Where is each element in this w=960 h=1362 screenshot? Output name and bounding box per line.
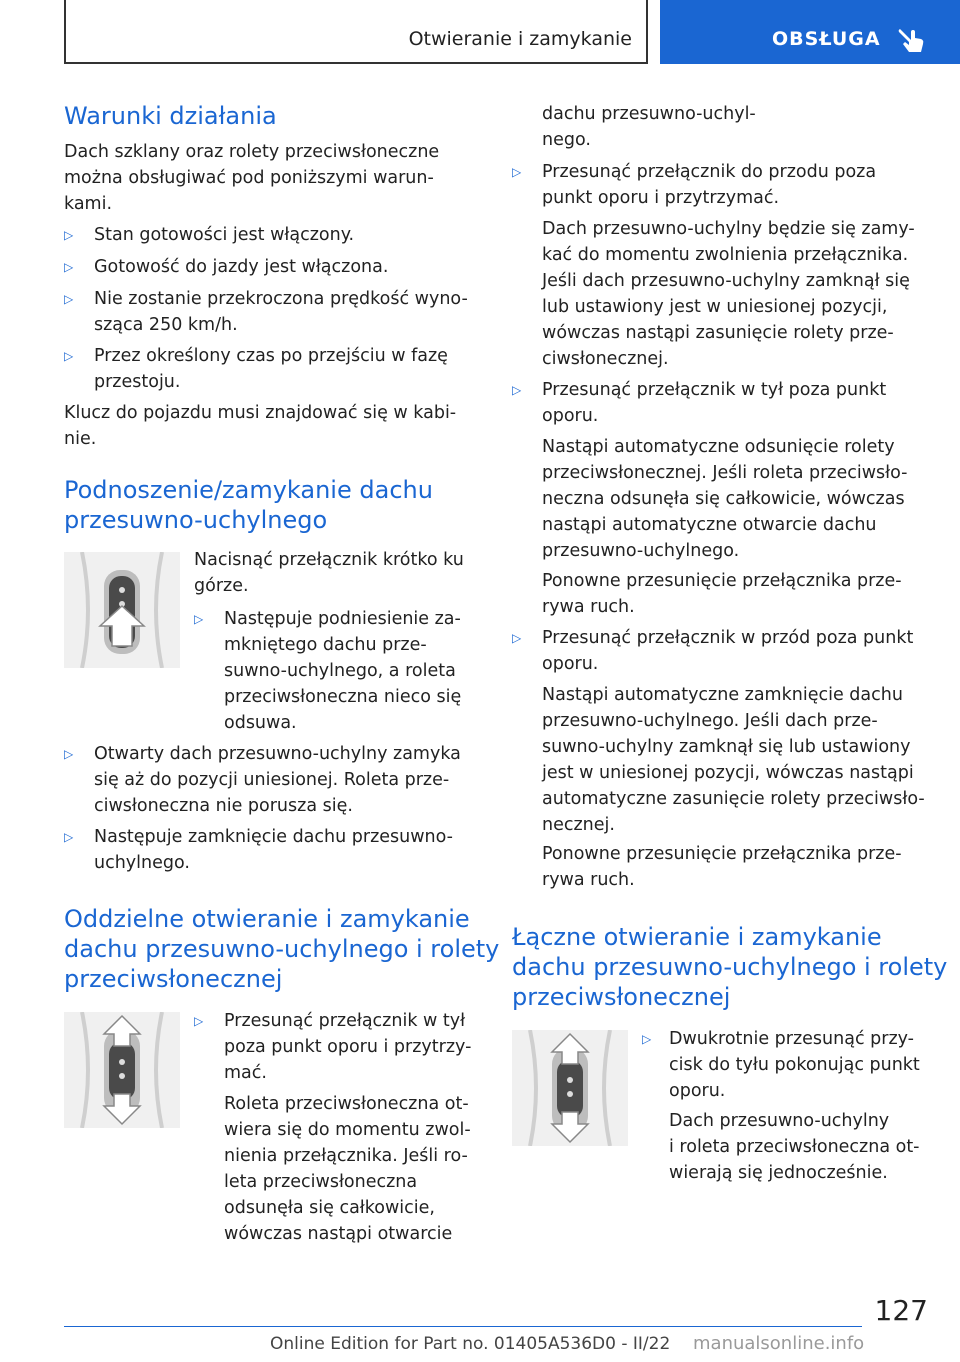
section-title-combined: Łączne otwieranie i zamykanie [512, 923, 882, 951]
bullet-arrow-icon: ▷ [64, 747, 74, 761]
paragraph: nego. [542, 130, 591, 150]
pointing-hand-icon [895, 22, 929, 56]
list-item: mać. [224, 1063, 267, 1083]
section-title-separate: przeciwsłonecznej [64, 965, 283, 993]
paragraph: nie. [64, 429, 97, 449]
section-title-separate: dachu przesuwno-uchylnego i rolety [64, 935, 500, 963]
list-item: cisk do tyłu pokonując punkt [669, 1055, 920, 1075]
bullet-arrow-icon: ▷ [194, 1014, 204, 1028]
paragraph: kami. [64, 194, 113, 214]
paragraph: przesuwno-uchylnego. [542, 541, 740, 561]
switch-up-down-image [64, 1012, 180, 1128]
edition-text: Online Edition for Part no. 01405A536D0 - II/22 [270, 1334, 671, 1354]
list-item: uchylnego. [94, 853, 190, 873]
list-item: odsuwa. [224, 713, 297, 733]
section-tab-label: OBSŁUGA [772, 28, 881, 50]
paragraph: wówczas nastąpi otwarcie [224, 1224, 453, 1244]
paragraph: Roleta przeciwsłoneczna ot- [224, 1094, 469, 1114]
bullet-arrow-icon: ▷ [512, 383, 522, 397]
watermark: manualsonline.info [693, 1333, 865, 1354]
bullet-arrow-icon: ▷ [512, 631, 522, 645]
paragraph: rywa ruch. [542, 870, 635, 890]
paragraph: jest w uniesionej pozycji, wówczas nastąpi [542, 763, 914, 783]
paragraph: wiera się do momentu zwol- [224, 1120, 471, 1140]
bullet-arrow-icon: ▷ [64, 830, 74, 844]
bullet-arrow-icon: ▷ [512, 165, 522, 179]
paragraph: leta przeciwsłoneczna [224, 1172, 418, 1192]
list-item: ciwsłoneczna nie porusza się. [94, 796, 353, 816]
paragraph: nienia przełącznika. Jeśli ro- [224, 1146, 468, 1166]
list-item: Następuje podniesienie za- [224, 609, 461, 629]
header-title-box [64, 0, 648, 64]
list-item: przeciwsłoneczna nieco się [224, 687, 462, 707]
paragraph: przesuwno-uchylnego. Jeśli dach prze- [542, 711, 878, 731]
list-item: Otwarty dach przesuwno-uchylny zamyka [94, 744, 461, 764]
list-item: przestoju. [94, 372, 181, 392]
list-item: oporu. [542, 654, 599, 674]
paragraph: Dach przesuwno-uchylny będzie się zamy- [542, 219, 915, 239]
paragraph: Dach szklany oraz rolety przeciwsłoneczne [64, 142, 440, 162]
paragraph: automatyczne zasunięcie rolety przeciwsło- [542, 789, 925, 809]
list-item: Przesunąć przełącznik w tył [224, 1011, 466, 1031]
footer-divider [64, 1326, 862, 1327]
paragraph: wówczas nastąpi zasunięcie rolety prze- [542, 323, 894, 343]
section-title-operating-conditions: Warunki działania [64, 102, 277, 130]
list-item: Przesunąć przełącznik w przód poza punkt [542, 628, 914, 648]
switch-up-image [64, 552, 180, 668]
list-item: Gotowość do jazdy jest włączona. [94, 257, 389, 277]
section-title-combined: przeciwsłonecznej [512, 983, 731, 1011]
list-item: Stan gotowości jest włączony. [94, 225, 355, 245]
list-item: Przez określony czas po przejściu w fazę [94, 346, 448, 366]
bullet-arrow-icon: ▷ [64, 292, 74, 306]
paragraph: kać do momentu zwolnienia przełącznika. [542, 245, 909, 265]
paragraph: Dach przesuwno-uchylny [669, 1111, 890, 1131]
bullet-arrow-icon: ▷ [64, 228, 74, 242]
paragraph: i roleta przeciwsłoneczna ot- [669, 1137, 920, 1157]
paragraph: neczna odsunęła się całkowicie, wówczas [542, 489, 905, 509]
list-item: sząca 250 km/h. [94, 315, 238, 335]
paragraph: suwno-uchylny zamknął się lub ustawiony [542, 737, 911, 757]
paragraph: nastąpi automatyczne otwarcie dachu [542, 515, 877, 535]
section-title-separate: Oddzielne otwieranie i zamykanie [64, 905, 470, 933]
paragraph: Jeśli dach przesuwno-uchylny zamknął się [542, 271, 910, 291]
section-title-combined: dachu przesuwno-uchylnego i rolety [512, 953, 948, 981]
paragraph: necznej. [542, 815, 615, 835]
list-item: Przesunąć przełącznik do przodu poza [542, 162, 877, 182]
list-item: Następuje zamknięcie dachu przesuwno- [94, 827, 453, 847]
paragraph: można obsługiwać pod poniższymi warun- [64, 168, 434, 188]
paragraph: Klucz do pojazdu musi znajdować się w kabi- [64, 403, 457, 423]
paragraph: lub ustawiony jest w uniesionej pozycji, [542, 297, 888, 317]
bullet-arrow-icon: ▷ [642, 1032, 652, 1046]
list-item: się aż do pozycji uniesionej. Roleta prze- [94, 770, 450, 790]
paragraph: Ponowne przesunięcie przełącznika prze- [542, 571, 902, 591]
page-number: 127 [874, 1294, 928, 1327]
paragraph: dachu przesuwno-uchyl- [542, 104, 756, 124]
list-item: oporu. [669, 1081, 726, 1101]
section-tab [660, 0, 960, 64]
paragraph: Nacisnąć przełącznik krótko ku [194, 550, 464, 570]
paragraph: Nastąpi automatyczne odsunięcie rolety [542, 437, 895, 457]
list-item: Przesunąć przełącznik w tył poza punkt [542, 380, 887, 400]
list-item: punkt oporu i przytrzymać. [542, 188, 780, 208]
paragraph: przeciwsłonecznej. Jeśli roleta przeciwsło- [542, 463, 908, 483]
bullet-arrow-icon: ▷ [64, 260, 74, 274]
paragraph: wierają się jednocześnie. [669, 1163, 888, 1183]
paragraph: Ponowne przesunięcie przełącznika prze- [542, 844, 902, 864]
paragraph: odsunęła się całkowicie, [224, 1198, 435, 1218]
section-title-raise-close: Podnoszenie/zamykanie dachu [64, 476, 433, 504]
paragraph: Nastąpi automatyczne zamknięcie dachu [542, 685, 903, 705]
bullet-arrow-icon: ▷ [64, 349, 74, 363]
switch-up-down-image [512, 1030, 628, 1146]
list-item: poza punkt oporu i przytrzy- [224, 1037, 472, 1057]
list-item: Dwukrotnie przesunąć przy- [669, 1029, 914, 1049]
paragraph: ciwsłonecznej. [542, 349, 669, 369]
paragraph: górze. [194, 576, 249, 596]
header-title: Otwieranie i zamykanie [408, 28, 632, 50]
paragraph: rywa ruch. [542, 597, 635, 617]
section-title-raise-close: przesuwno-uchylnego [64, 506, 328, 534]
list-item: Nie zostanie przekroczona prędkość wyno- [94, 289, 468, 309]
list-item: oporu. [542, 406, 599, 426]
list-item: mkniętego dachu prze- [224, 635, 427, 655]
list-item: suwno-uchylnego, a roleta [224, 661, 456, 681]
bullet-arrow-icon: ▷ [194, 612, 204, 626]
